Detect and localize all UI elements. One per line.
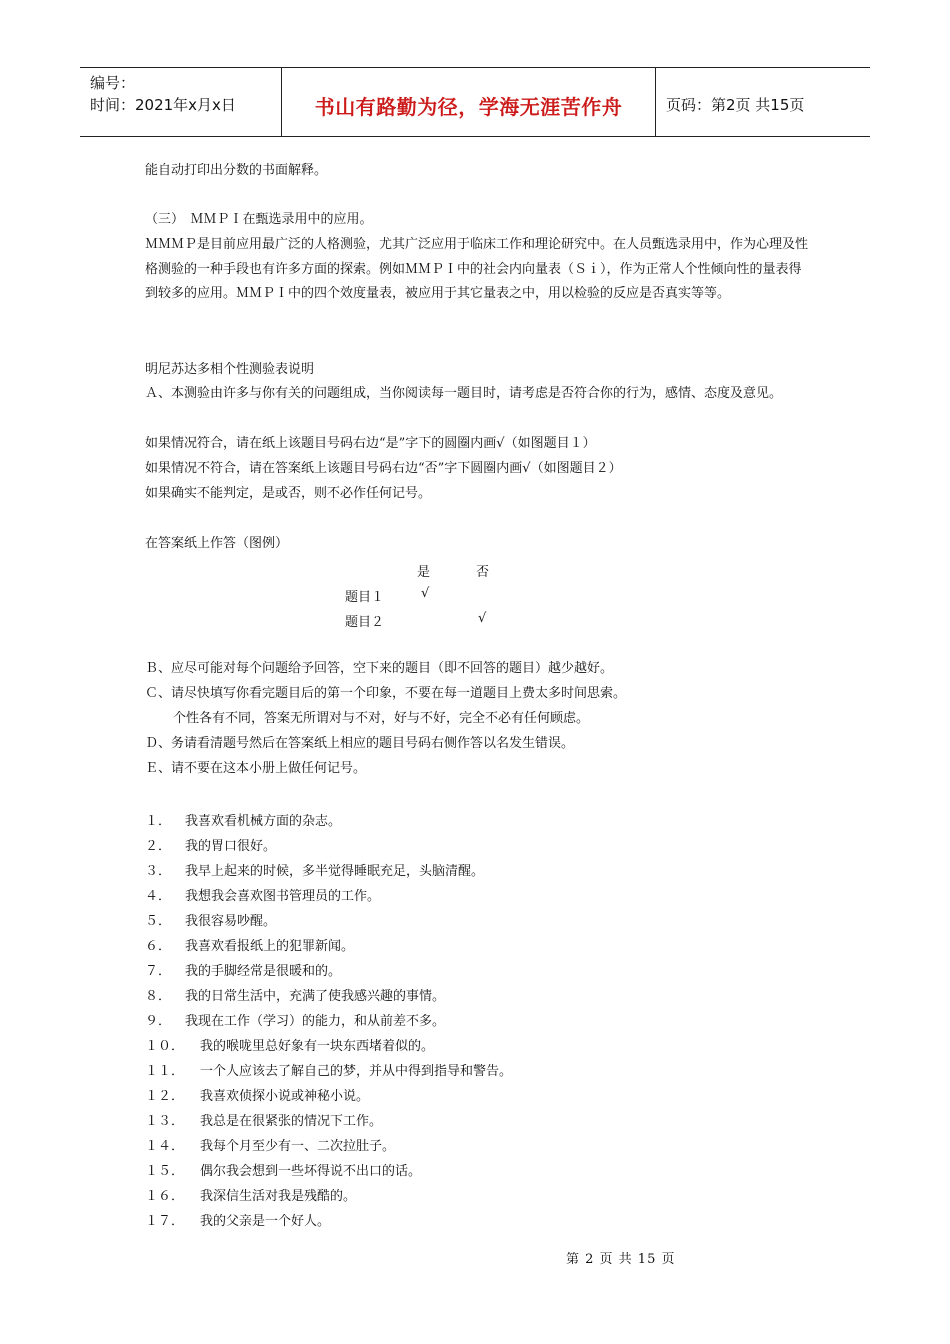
question-text: 我的喉咙里总好象有一块东西堵着似的。 — [200, 1039, 435, 1054]
question-number: １６． — [145, 1189, 185, 1204]
example-col-no: 否 — [476, 565, 490, 580]
question-item — [145, 835, 276, 854]
instruction-c: Ｃ、请尽快填写你看完题目后的第一个印象，不要在每一道题目上费太多时间思索。 — [145, 686, 627, 701]
instruction-c-continued: 个性各有不同，答案无所谓对与不对，好与不好，完全不必有任何顾虑。 — [173, 711, 590, 726]
question-item — [145, 1135, 395, 1154]
question-item — [145, 860, 484, 879]
question-item — [145, 1185, 356, 1204]
question-item — [145, 985, 445, 1004]
instruction-d: Ｄ、务请看清题号然后在答案纸上相应的题目号码右侧作答以名发生错误。 — [145, 736, 575, 751]
question-text: 我喜欢侦探小说或神秘小说。 — [200, 1089, 370, 1104]
question-number: ８． — [145, 989, 172, 1004]
instruction-a: Ａ、本测验由许多与你有关的问题组成，当你阅读每一题目时，请考虑是否符合你的行为，感情、态度及意见。 — [145, 386, 783, 401]
example-title: 在答案纸上作答（图例） — [145, 536, 289, 551]
number-label: 编号： — [90, 74, 136, 92]
question-item — [145, 1060, 512, 1079]
question-number: ９． — [145, 1014, 172, 1029]
question-text: 偶尔我会想到一些坏得说不出口的话。 — [200, 1164, 422, 1179]
question-text: 一个人应该去了解自己的梦，并从中得到指导和警告。 — [200, 1064, 513, 1079]
example-row2-label: 题目２ — [345, 615, 385, 630]
question-number: １１． — [145, 1064, 185, 1079]
question-item — [145, 960, 341, 979]
question-text: 我喜欢看报纸上的犯罪新闻。 — [185, 939, 355, 954]
question-text: 我的父亲是一个好人。 — [200, 1214, 331, 1229]
question-number: １２． — [145, 1089, 185, 1104]
question-item — [145, 885, 380, 904]
question-text: 我很容易吵醒。 — [185, 914, 277, 929]
example-row1-check: √ — [421, 586, 430, 601]
example-row2-check: √ — [478, 611, 487, 626]
question-text: 我的手脚经常是很暖和的。 — [185, 964, 342, 979]
question-text: 我深信生活对我是残酷的。 — [200, 1189, 357, 1204]
question-number: ３． — [145, 864, 172, 879]
question-item — [145, 1085, 369, 1104]
question-text: 我早上起来的时候，多半觉得睡眠充足，头脑清醒。 — [185, 864, 485, 879]
question-number: ６． — [145, 939, 172, 954]
question-item — [145, 1110, 382, 1129]
instruction-unsure: 如果确实不能判定，是或否，则不必作任何记号。 — [145, 486, 432, 501]
question-text: 我总是在很紧张的情况下工作。 — [200, 1114, 383, 1129]
question-item — [145, 810, 341, 829]
example-col-yes: 是 — [417, 565, 431, 580]
question-number: １３． — [145, 1114, 185, 1129]
header-page-info: 页码：第2页 共15页 — [666, 96, 805, 114]
example-row1-label: 题目１ — [345, 590, 385, 605]
question-item — [145, 1160, 421, 1179]
question-item — [145, 1035, 434, 1054]
question-number: １０． — [145, 1039, 185, 1054]
page-footer: 第 2 页 共 15 页 — [566, 1252, 676, 1267]
question-number: ７． — [145, 964, 172, 979]
question-item — [145, 1010, 445, 1029]
header-motto: 书山有路勤为径，学海无涯苦作舟 — [314, 95, 623, 119]
time-label: 时间：2021年x月x日 — [90, 96, 236, 114]
instruction-yes: 如果情况符合，请在纸上该题目号码右边“是”字下的圆圈内画√（如图题目１） — [145, 436, 596, 451]
question-text: 我每个月至少有一、二次拉肚子。 — [200, 1139, 396, 1154]
question-text: 我的日常生活中，充满了使我感兴趣的事情。 — [185, 989, 446, 1004]
question-text: 我喜欢看机械方面的杂志。 — [185, 814, 342, 829]
question-text: 我现在工作（学习）的能力，和从前差不多。 — [185, 1014, 446, 1029]
header-divider — [655, 68, 656, 136]
question-number: ２． — [145, 839, 172, 854]
header-meta — [90, 72, 280, 116]
question-number: １４． — [145, 1139, 185, 1154]
question-number: ５． — [145, 914, 172, 929]
question-number: １７． — [145, 1214, 185, 1229]
question-number: １． — [145, 814, 172, 829]
question-item — [145, 1210, 330, 1229]
instruction-e: Ｅ、请不要在这本小册上做任何记号。 — [145, 761, 367, 776]
section-paragraph: ＭＭＭＰ是目前应用最广泛的人格测验，尤其广泛应用于临床工作和理论研究中。在人员甄选录用中，作为心理及性格测验的一种手段也有许多方面的探索。例如ＭＭＰＩ中的社会内向量表（Ｓｉ），作为正常人个性倾向性的量表得到较多的应用。ＭＭＰＩ中的四个效度量表，被应用于其它量表之中，用以检验的反应是否真实等等。 — [145, 237, 809, 301]
question-number: １５． — [145, 1164, 185, 1179]
question-text: 我的胃口很好。 — [185, 839, 277, 854]
instruction-b: Ｂ、应尽可能对每个问题给予回答，空下来的题目（即不回答的题目）越少越好。 — [145, 661, 614, 676]
page-header — [80, 67, 870, 137]
section-title: （三） ＭＭＰＩ在甄选录用中的应用。 — [145, 212, 373, 227]
paragraph-line: 能自动打印出分数的书面解释。 — [145, 163, 328, 178]
instruction-no: 如果情况不符合，请在答案纸上该题目号码右边“否”字下圆圈内画√（如图题目２） — [145, 461, 622, 476]
question-item — [145, 910, 276, 929]
instructions-title: 明尼苏达多相个性测验表说明 — [145, 362, 315, 377]
question-item — [145, 935, 354, 954]
question-number: ４． — [145, 889, 172, 904]
question-text: 我想我会喜欢图书管理员的工作。 — [185, 889, 381, 904]
